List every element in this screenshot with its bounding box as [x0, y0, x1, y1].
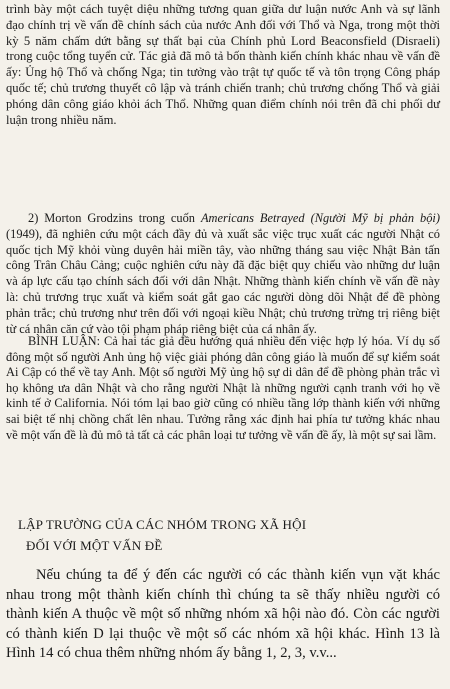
section-heading-line-1: LẬP TRƯỜNG CỦA CÁC NHÓM TRONG XÃ HỘI: [18, 517, 307, 532]
section-heading-line-2: ĐỐI VỚI MỘT VẤN ĐỀ: [26, 538, 163, 553]
paragraph-2-body: (1949), đã nghiên cứu một cách đầy đủ và xuất sắc việc trục xuất các người Nhật có quốc tịch Mỹ khỏi vùng duyên hải miền tây, vào những tháng sau việc Nhật Bản tấn công Trân Châu Cảng; cuộc nghiên cứu này đã đặc biệt quy chiếu vào những dư luận và áp lực cấu tạo chính sách đối với dân Nhật. Những thành kiến chính về vấn đề này là: chủ trương trục xuất và kiểm soát gắt gao các người dòng dõi Nhật để đề phòng phản trắc; chủ trương như trên đối với ngoại kiều Nhật; chủ trương trừng trị riêng biệt từ cá nhân căn cứ vào tội phạm pháp riêng biệt của cá nhân ấy.: [6, 226, 440, 336]
paragraph-1: trình bày một cách tuyệt diệu những tương quan giữa dư luận nước Anh và sự lãnh đạo chính trị về vấn đề chính sách của nước Anh đối với Thổ và Nga, trong một thời kỳ 5 năm chấm dứt bằng sự thất bại của Chính phủ Lord Beaconsfield (Disraeli) trong cuộc tổng tuyển cử. Tác giả đã mô tả bốn thành kiến chính khác nhau về vấn đề ấy: Ủng hộ Thổ và chống Nga; tin tưởng vào trật tự quốc tế và tôn trọng Công pháp quốc tế; chủ trương thuyết cô lập và tránh chiến tranh; chủ trương chống Thổ và giải phóng dân công giáo khỏi ách Thổ. Những quan điểm chính nói trên đã chi phối dư luận trong nhiều năm.: [6, 2, 440, 127]
book-title: Americans Betrayed (Người Mỹ bị phản bội): [200, 211, 440, 225]
paragraph-2-lead: 2) Morton Grodzins trong cuốn: [28, 211, 201, 225]
paragraph-3-commentary: BÌNH LUẬN: Cả hai tác giả đều hướng quá nhiều đến việc hợp lý hóa. Ví dụ số đông một số người Anh ủng hộ việc giải phóng dân công giáo là muốn để sự kiểm soát Ai Cập có thể về tay Anh. Một số người Mỹ ủng hộ sự di dân để đề phòng phản trắc vì họ không ưa dân Nhật và cho rằng người Nhật là những người cạnh tranh với họ về kinh tế ở California. Nói tóm lại bao giờ cũng có nhiều tầng lớp thành kiến với những sai biệt tế nhị chồng chất lên nhau. Tưởng rằng xác định hai phía tư tưởng khác nhau về một vấn đề là đủ mô tả tất cả các phân loại tư tưởng về vấn đề ấy, là một sự sai lầm.: [6, 334, 440, 442]
paragraph-2: [6, 211, 440, 337]
paragraph-4: Nếu chúng ta để ý đến các người có các thành kiến vụn vặt khác nhau trong một thành kiến chính thì chúng ta sẽ thấy nhiều người có thành kiến A thuộc về một số những nhóm xã hội nào đó. Còn các người có thành kiến D lại thuộc về một số các nhóm xã hội khác. Hình 13 là Hình 14 có chua thêm những nhóm ấy bằng 1, 2, 3, v.v...: [6, 567, 440, 662]
